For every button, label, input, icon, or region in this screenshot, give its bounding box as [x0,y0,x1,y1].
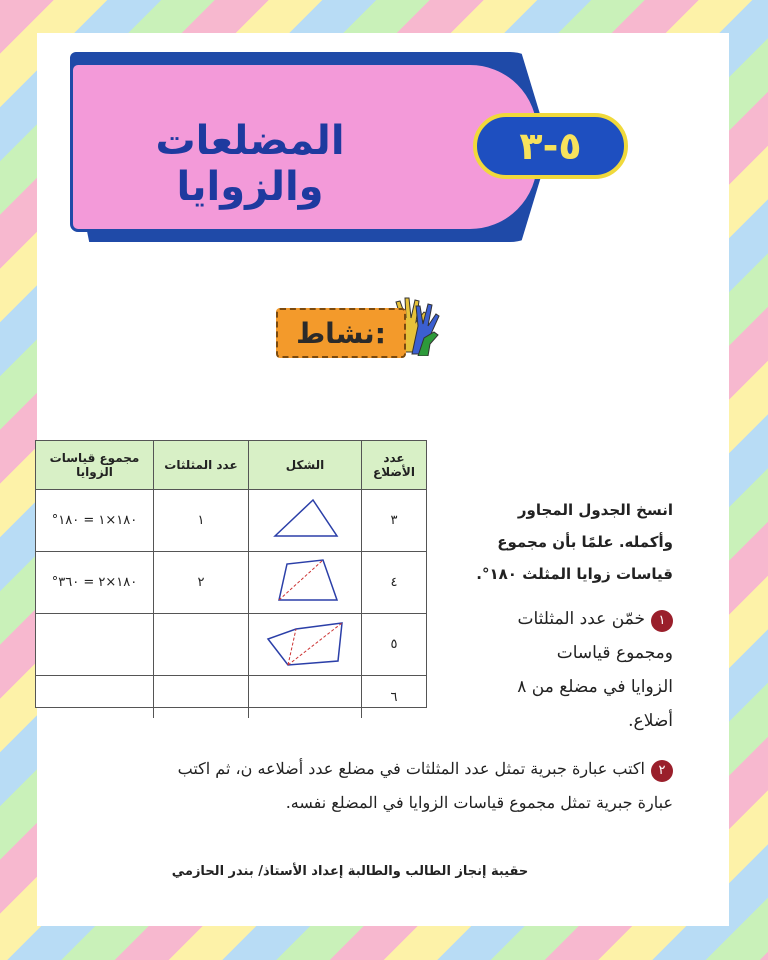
question-2 [70,752,673,820]
question-text: خمّن عدد المثلثات [517,609,645,629]
cell-triangles: ٢ [154,552,249,614]
activity-label: نشاط: [296,316,386,350]
header-shape: الشكل [249,441,362,490]
question-text: اكتب عبارة جبرية تمثل عدد المثلثات في مضلع عدد أضلاعه ن، ثم اكتب [177,759,645,778]
cell-angle-sum [36,614,154,676]
cell-triangles [154,676,249,719]
question-text: الزوايا في مضلع من ٨ [517,677,673,697]
cell-sides: ٥ [362,614,427,676]
lesson-number: ٥-٣ [519,124,582,168]
header-angle-sum: مجموع قياسات الزوايا [36,441,154,490]
cell-sides: ٦ [362,676,427,719]
question-1 [445,602,673,738]
page-title: المضلعات والزوايا [155,118,345,210]
intro-text [453,494,673,590]
activity-badge [276,308,406,358]
intro-line: قياسات زوايا المثلث ١٨٠°. [476,565,673,583]
table-row [36,490,426,552]
question-number-badge: ١ [651,610,673,632]
lesson-number-badge [473,113,628,179]
cell-angle-sum: ١٨٠×١ = ١٨٠° [36,490,154,552]
polygon-table [35,440,427,708]
cell-shape [249,490,362,552]
cell-triangles: ١ [154,490,249,552]
cell-shape [249,552,362,614]
cell-sides: ٣ [362,490,427,552]
question-text: أضلاع. [628,711,673,731]
intro-line: وأكمله. علمًا بأن مجموع [497,533,673,551]
table-row [36,614,426,676]
header-triangles: عدد المثلثات [154,441,249,490]
pentagon-shape [260,617,350,669]
cell-angle-sum: ١٨٠×٢ = ٣٦٠° [36,552,154,614]
question-number-badge: ٢ [651,760,673,782]
question-text: عبارة جبرية تمثل مجموع قياسات الزوايا في المضلع نفسه. [285,793,673,812]
cell-sides: ٤ [362,552,427,614]
footer-credit: حقيبة إنجاز الطالب والطالبة إعداد الأستاذ/ بندر الحازمي [171,864,529,879]
cell-triangles [154,614,249,676]
quadrilateral-shape [265,556,345,606]
cell-shape [249,614,362,676]
question-text: ومجموع قياسات [556,643,673,663]
header-sides: عدد الأضلاع [362,441,427,490]
table-row [36,676,426,719]
table-row [36,552,426,614]
cell-angle-sum [36,676,154,719]
triangle-shape [265,496,345,542]
intro-line: انسخ الجدول المجاور [517,501,673,519]
cell-shape [249,676,362,719]
